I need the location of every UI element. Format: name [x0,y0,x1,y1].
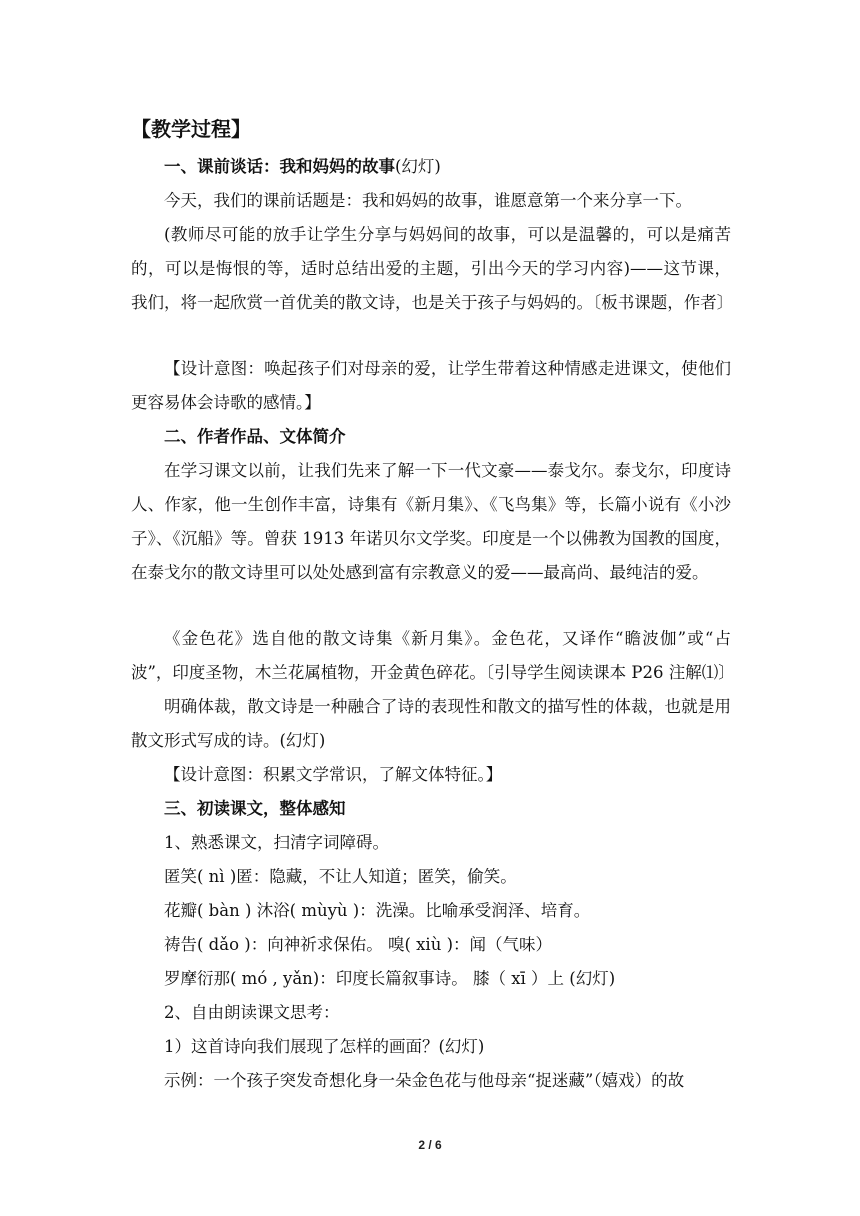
paragraph-genre: 明确体裁，散文诗是一种融合了诗的表现性和散文的描写性的体裁，也就是用散文形式写成的诗。(幻灯) [131,697,731,750]
design-intent-2: 【设计意图：积累文学常识，了解文体特征。】 [164,765,503,784]
heading-3: 三、初读课文，整体感知 [164,799,346,818]
design-intent-1: 【设计意图：唤起孩子们对母亲的爱，让学生带着这种情感走进课文，使他们更容易体会诗歌的感情。】 [131,359,731,412]
paragraph-golden-flower: 《金色花》选自他的散文诗集《新月集》。金色花，又译作“瞻波伽”或“占波”，印度圣物，木兰花属植物，开金黄色碎花。〔引导学生阅读课本 P26 注解⑴〕 [131,629,735,682]
list-item-2: 2、自由朗读课文思考： [164,1003,340,1022]
question-1: 1）这首诗向我们展现了怎样的画面？(幻灯) [164,1037,485,1056]
paragraph-author: 在学习课文以前，让我们先来了解一下一代文豪——泰戈尔。泰戈尔，印度诗人、作家，他一生创作丰富，诗集有《新月集》、《飞鸟集》等，长篇小说有《小沙子》、《沉船》等。曾获 1913 年诺贝尔文学奖。印度是一个以佛教为国教的国度，在泰戈尔的散文诗里可以处处感到富有宗教意义的爱——最高尚、最纯洁的爱。 [131,461,731,582]
page-number: 2 / 6 [418,1138,442,1152]
paragraph-teacher-note: (教师尽可能的放手让学生分享与妈妈间的故事，可以是温馨的，可以是痛苦的，可以是悔恨的等，适时总结出爱的主题，引出今天的学习内容)——这节课，我们，将一起欣赏一首优美的散文诗，也是关于孩子与妈妈的。〔板书课题，作者〕 [131,225,734,312]
heading-1-text: 一、课前谈话：我和妈妈的故事 [164,157,395,176]
vocab-line-1: 匿笑( nì )匿：隐藏，不让人知道；匿笑，偷笑。 [164,867,517,886]
vocab-line-2: 花瓣( bàn ) 沐浴( mùyù )：洗澡。比喻承受润泽、培育。 [164,901,591,920]
section-title: 【教学过程】 [131,117,251,141]
list-item-1: 1、熟悉课文，扫清字词障碍。 [164,833,389,852]
heading-1-suffix: (幻灯) [395,157,441,176]
vocab-line-3: 祷告( dǎo )：向神祈求保佑。 嗅( xiù )：闻（气味） [164,935,553,954]
example-line: 示例：一个孩子突发奇想化身一朵金色花与他母亲“捉迷藏”（嬉戏）的故 [164,1071,685,1090]
heading-2: 二、作者作品、文体简介 [164,427,346,446]
paragraph-intro: 今天，我们的课前话题是：我和妈妈的故事，谁愿意第一个来分享一下。 [164,191,692,210]
heading-1 [131,150,731,184]
vocab-line-4: 罗摩衍那( mó , yǎn)：印度长篇叙事诗。 膝（ xī ）上 (幻灯) [164,969,616,988]
